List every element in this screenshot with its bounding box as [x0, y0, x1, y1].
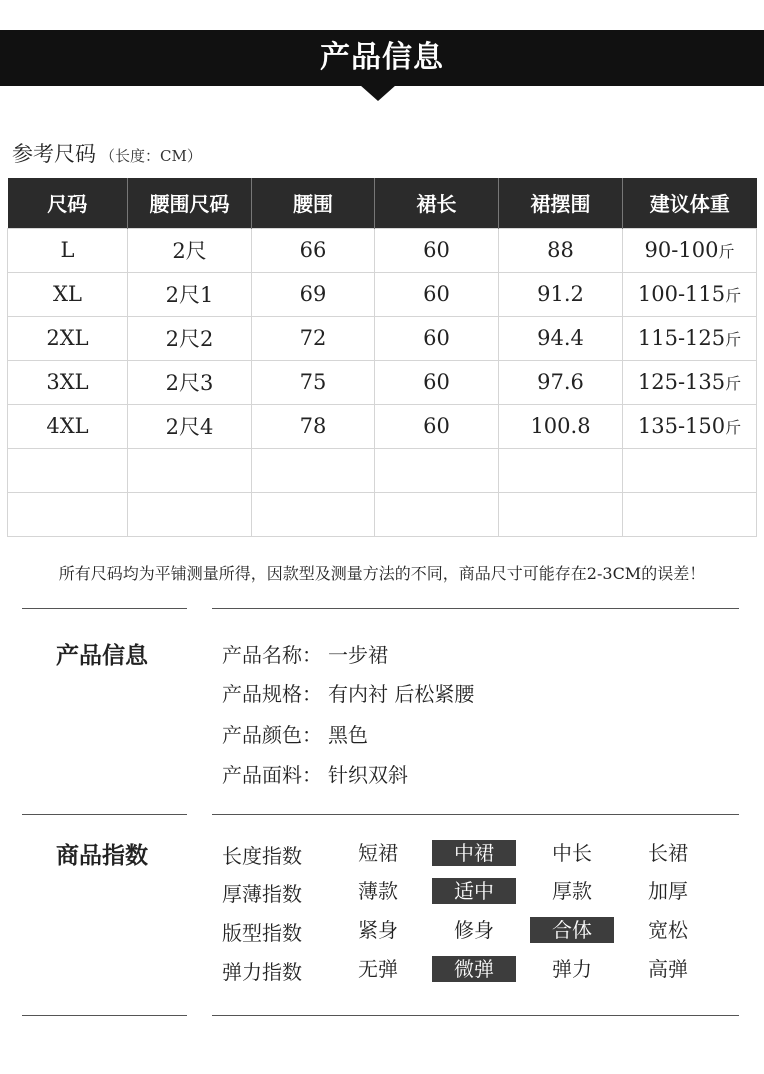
index-option-selected: 合体 — [530, 917, 614, 943]
index-option: 加厚 — [648, 879, 688, 903]
cell-waist-size: 2尺3 — [128, 360, 252, 404]
info-row-color — [222, 719, 368, 748]
table-row — [8, 228, 757, 272]
cell-weight — [623, 228, 757, 272]
cell-size: 2XL — [8, 316, 128, 360]
product-index-title: 商品指数 — [56, 842, 148, 869]
info-label: 产品颜色： — [222, 723, 322, 747]
divider — [22, 608, 187, 609]
info-row-fabric — [222, 759, 408, 788]
cell-length: 60 — [375, 404, 499, 448]
cell-waist-size: 2尺 — [128, 228, 252, 272]
size-table — [7, 178, 757, 537]
header-length: 裙长 — [375, 178, 499, 228]
cell-length: 60 — [375, 316, 499, 360]
cell-size: 4XL — [8, 404, 128, 448]
index-option: 短裙 — [358, 841, 398, 865]
index-option-selected: 适中 — [432, 878, 516, 904]
info-label: 产品面料： — [222, 763, 322, 787]
empty-table-row — [8, 448, 757, 492]
cell-weight — [623, 272, 757, 316]
cell-hem: 100.8 — [499, 404, 623, 448]
info-value: 有内衬 后松紧腰 — [328, 682, 475, 706]
info-value: 一步裙 — [328, 643, 388, 667]
header-hem: 裙摆围 — [499, 178, 623, 228]
index-option: 宽松 — [648, 918, 688, 942]
cell-waist: 72 — [252, 316, 375, 360]
weight-unit: 斤 — [718, 242, 735, 261]
info-label: 产品名称： — [222, 643, 322, 667]
product-info-title: 产品信息 — [56, 642, 148, 669]
size-reference-title: 参考尺码 — [12, 142, 96, 166]
index-option: 紧身 — [358, 918, 398, 942]
cell-waist-size: 2尺2 — [128, 316, 252, 360]
table-row — [8, 404, 757, 448]
cell-weight — [623, 404, 757, 448]
weight-value: 125-135 — [637, 370, 726, 394]
index-option: 高弹 — [648, 957, 688, 981]
info-value: 针织双斜 — [328, 763, 408, 787]
cell-hem: 94.4 — [499, 316, 623, 360]
table-row — [8, 360, 757, 404]
cell-weight — [623, 316, 757, 360]
cell-length: 60 — [375, 272, 499, 316]
cell-waist-size: 2尺1 — [128, 272, 252, 316]
cell-hem: 88 — [499, 228, 623, 272]
weight-value: 90-100 — [644, 238, 719, 262]
divider — [212, 608, 739, 609]
header-weight: 建议体重 — [623, 178, 757, 228]
size-reference-heading — [12, 138, 202, 168]
header-size: 尺码 — [8, 178, 128, 228]
cell-waist-size: 2尺4 — [128, 404, 252, 448]
table-row — [8, 272, 757, 316]
cell-weight — [623, 360, 757, 404]
divider — [212, 814, 739, 815]
size-table-header-row — [8, 178, 757, 228]
weight-unit: 斤 — [725, 286, 742, 305]
cell-size: XL — [8, 272, 128, 316]
index-option: 中长 — [552, 841, 592, 865]
cell-size: 3XL — [8, 360, 128, 404]
index-row-label: 长度指数 — [222, 844, 302, 868]
divider — [22, 814, 187, 815]
empty-table-row — [8, 492, 757, 536]
index-option: 长裙 — [648, 841, 688, 865]
info-row-spec — [222, 678, 474, 707]
index-option: 弹力 — [552, 957, 592, 981]
header-banner — [0, 30, 764, 86]
cell-size: L — [8, 228, 128, 272]
weight-value: 135-150 — [637, 414, 726, 438]
cell-waist: 66 — [252, 228, 375, 272]
measurement-note: 所有尺码均为平铺测量所得，因款型及测量方法的不同，商品尺寸可能存在2-3CM的误差！ — [58, 564, 706, 583]
index-row-label: 厚薄指数 — [222, 882, 302, 906]
header-waist-size: 腰围尺码 — [128, 178, 252, 228]
info-value: 黑色 — [328, 723, 368, 747]
index-option: 修身 — [454, 918, 494, 942]
cell-length: 60 — [375, 360, 499, 404]
index-option-selected: 微弹 — [432, 956, 516, 982]
cell-hem: 91.2 — [499, 272, 623, 316]
weight-unit: 斤 — [725, 330, 742, 349]
divider — [22, 1015, 187, 1016]
weight-unit: 斤 — [725, 418, 742, 437]
size-reference-unit: （长度：CM） — [100, 147, 202, 165]
table-row — [8, 316, 757, 360]
weight-unit: 斤 — [725, 374, 742, 393]
weight-value: 115-125 — [637, 326, 726, 350]
cell-hem: 97.6 — [499, 360, 623, 404]
index-option: 厚款 — [552, 879, 592, 903]
header-waist: 腰围 — [252, 178, 375, 228]
cell-waist: 69 — [252, 272, 375, 316]
divider — [212, 1015, 739, 1016]
index-row-label: 弹力指数 — [222, 960, 302, 984]
cell-length: 60 — [375, 228, 499, 272]
info-label: 产品规格： — [222, 682, 322, 706]
weight-value: 100-115 — [637, 282, 726, 306]
banner-title: 产品信息 — [320, 40, 444, 75]
index-row-label: 版型指数 — [222, 921, 302, 945]
index-option: 薄款 — [358, 879, 398, 903]
info-row-name — [222, 639, 388, 668]
index-option: 无弹 — [358, 957, 398, 981]
cell-waist: 78 — [252, 404, 375, 448]
cell-waist: 75 — [252, 360, 375, 404]
index-option-selected: 中裙 — [432, 840, 516, 866]
banner-pointer — [360, 85, 396, 101]
